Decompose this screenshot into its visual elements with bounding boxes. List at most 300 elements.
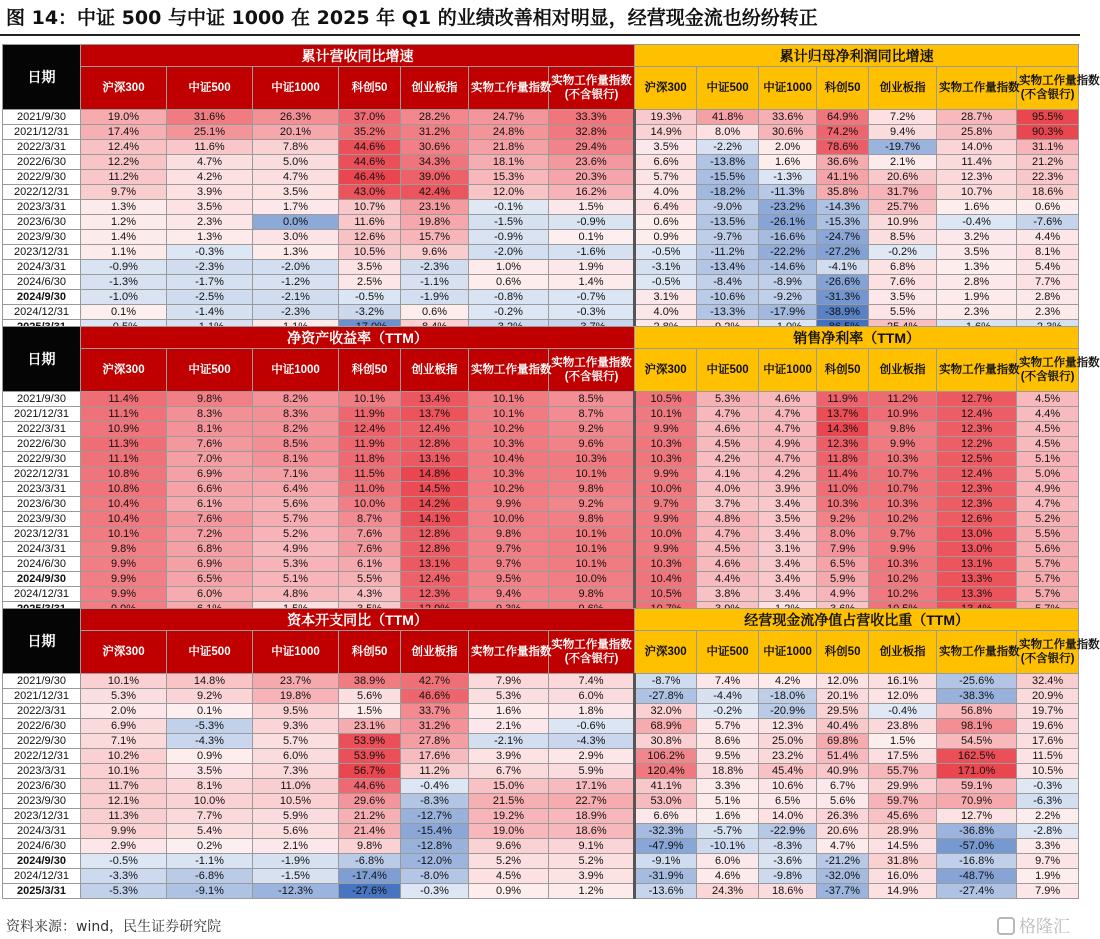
heatmap-cell: 8.5% — [869, 230, 937, 245]
heatmap-cell: 1.7% — [253, 200, 339, 215]
heatmap-cell: -0.3% — [549, 305, 635, 320]
column-header: 实物工作量指数 (不含银行) — [549, 67, 635, 110]
heatmap-cell: 28.2% — [401, 110, 469, 125]
heatmap-cell: 21.2% — [1017, 155, 1079, 170]
heatmap-cell: -27.8% — [635, 689, 697, 704]
heatmap-cell: -2.5% — [167, 290, 253, 305]
heatmap-cell: 1.4% — [81, 230, 167, 245]
heatmap-cell: 9.9% — [635, 542, 697, 557]
table-row — [3, 704, 1079, 719]
heatmap-cell: 28.7% — [937, 110, 1017, 125]
heatmap-cell: 5.7% — [1017, 587, 1079, 602]
heatmap-cell: 5.7% — [635, 170, 697, 185]
heatmap-cell: 162.5% — [937, 749, 1017, 764]
heatmap-cell: 12.2% — [81, 155, 167, 170]
heatmap-cell: 9.2% — [817, 512, 869, 527]
heatmap-cell: 0.9% — [167, 749, 253, 764]
heatmap-cell: 12.3% — [937, 497, 1017, 512]
heatmap-cell: 3.5% — [869, 290, 937, 305]
heatmap-cell: 3.4% — [759, 527, 817, 542]
heatmap-cell: 3.5% — [167, 764, 253, 779]
heatmap-cell: 6.4% — [635, 200, 697, 215]
column-header: 实物工作量指数 (不含银行) — [549, 349, 635, 392]
heatmap-cell: 9.9% — [81, 557, 167, 572]
heatmap-cell: 10.0% — [635, 482, 697, 497]
heatmap-cell: -8.3% — [401, 794, 469, 809]
heatmap-cell: 4.7% — [697, 527, 759, 542]
heatmap-cell: -16.6% — [759, 230, 817, 245]
heatmap-cell: 12.0% — [469, 185, 549, 200]
row-date: 2022/9/30 — [3, 734, 81, 749]
heatmap-cell: -5.3% — [81, 884, 167, 899]
heatmap-cell: 9.8% — [339, 839, 401, 854]
watermark-logo-icon — [997, 917, 1015, 935]
heatmap-cell: 6.0% — [167, 587, 253, 602]
heatmap-cell: 3.9% — [549, 869, 635, 884]
heatmap-cell: -2.2% — [697, 140, 759, 155]
panel-header-row — [3, 609, 1079, 631]
heatmap-cell: -1.5% — [469, 215, 549, 230]
column-header-row — [3, 349, 1079, 392]
heatmap-cell: 7.9% — [817, 542, 869, 557]
heatmap-cell: 8.5% — [549, 392, 635, 407]
heatmap-cell: -31.3% — [817, 290, 869, 305]
heatmap-cell: 10.1% — [549, 557, 635, 572]
heatmap-cell: 12.5% — [937, 452, 1017, 467]
heatmap-cell: 13.0% — [937, 542, 1017, 557]
heatmap-cell: 10.1% — [469, 392, 549, 407]
table-row — [3, 527, 1079, 542]
heatmap-cell: 6.9% — [81, 719, 167, 734]
heatmap-cell: 3.3% — [1017, 839, 1079, 854]
row-date: 2024/6/30 — [3, 275, 81, 290]
heatmap-cell: -36.8% — [937, 824, 1017, 839]
heatmap-cell: 2.9% — [81, 839, 167, 854]
heatmap-cell: 1.6% — [937, 200, 1017, 215]
heatmap-cell: 9.6% — [549, 437, 635, 452]
heatmap-cell: 8.1% — [1017, 245, 1079, 260]
heatmap-cell: 12.0% — [817, 674, 869, 689]
heatmap-cell: 4.7% — [167, 155, 253, 170]
heatmap-cell: 35.8% — [817, 185, 869, 200]
heatmap-cell: -2.3% — [253, 305, 339, 320]
heatmap-cell: 0.9% — [469, 884, 549, 899]
heatmap-cell: -48.7% — [937, 869, 1017, 884]
heatmap-cell: 4.7% — [817, 839, 869, 854]
heatmap-cell: 18.6% — [1017, 185, 1079, 200]
column-header: 科创50 — [817, 631, 869, 674]
heatmap-cell: 7.1% — [81, 734, 167, 749]
heatmap-cell: 13.3% — [937, 572, 1017, 587]
heatmap-cell: 31.2% — [401, 125, 469, 140]
table-block-3 — [2, 608, 1100, 899]
heatmap-cell: 8.1% — [167, 422, 253, 437]
heatmap-cell: -26.1% — [759, 215, 817, 230]
table-row — [3, 185, 1079, 200]
heatmap-cell: 39.0% — [401, 170, 469, 185]
table-row — [3, 719, 1079, 734]
heatmap-cell: 16.0% — [869, 869, 937, 884]
heatmap-cell: -22.2% — [759, 245, 817, 260]
heatmap-cell: 8.0% — [697, 125, 759, 140]
heatmap-cell: -15.5% — [697, 170, 759, 185]
heatmap-cell: 10.5% — [253, 794, 339, 809]
heatmap-cell: -20.9% — [759, 704, 817, 719]
heatmap-cell: 0.1% — [81, 305, 167, 320]
heatmap-cell: -26.6% — [817, 275, 869, 290]
heatmap-cell: 4.5% — [1017, 437, 1079, 452]
heatmap-cell: 69.8% — [817, 734, 869, 749]
heatmap-cell: 42.4% — [401, 185, 469, 200]
heatmap-cell: -1.9% — [253, 854, 339, 869]
row-date: 2024/12/31 — [3, 869, 81, 884]
table-row — [3, 734, 1079, 749]
heatmap-cell: 1.6% — [697, 809, 759, 824]
table-block-2 — [2, 326, 1100, 617]
heatmap-cell: 2.0% — [81, 704, 167, 719]
heatmap-cell: 3.5% — [253, 185, 339, 200]
heatmap-cell: 11.3% — [81, 809, 167, 824]
heatmap-cell: 13.1% — [937, 557, 1017, 572]
table-row — [3, 824, 1079, 839]
heatmap-cell: 2.8% — [1017, 290, 1079, 305]
row-date: 2024/6/30 — [3, 839, 81, 854]
heatmap-cell: -8.7% — [635, 674, 697, 689]
column-header: 中证1000 — [759, 631, 817, 674]
heatmap-cell: 10.1% — [549, 467, 635, 482]
heatmap-cell: -14.3% — [817, 200, 869, 215]
heatmap-cell: 9.2% — [167, 689, 253, 704]
heatmap-cell: 8.2% — [253, 392, 339, 407]
heatmap-cell: 6.9% — [167, 467, 253, 482]
heatmap-cell: 41.8% — [697, 110, 759, 125]
heatmap-cell: -11.3% — [759, 185, 817, 200]
heatmap-cell: -38.3% — [937, 689, 1017, 704]
heatmap-cell: 1.3% — [253, 245, 339, 260]
heatmap-cell: -12.7% — [401, 809, 469, 824]
heatmap-cell: 45.6% — [869, 809, 937, 824]
heatmap-cell: 7.6% — [167, 512, 253, 527]
heatmap-cell: 5.6% — [1017, 542, 1079, 557]
row-date: 2023/6/30 — [3, 497, 81, 512]
row-date: 2021/9/30 — [3, 674, 81, 689]
column-header: 科创50 — [817, 349, 869, 392]
heatmap-cell: 1.6% — [759, 155, 817, 170]
heatmap-cell: 6.0% — [253, 749, 339, 764]
heatmap-cell: -5.7% — [697, 824, 759, 839]
heatmap-cell: 64.9% — [817, 110, 869, 125]
heatmap-cell: 3.9% — [759, 482, 817, 497]
heatmap-cell: 10.5% — [635, 587, 697, 602]
heatmap-cell: 2.0% — [759, 140, 817, 155]
column-header: 创业板指 — [401, 67, 469, 110]
heatmap-cell: 10.1% — [549, 527, 635, 542]
heatmap-cell: 9.9% — [635, 512, 697, 527]
row-date: 2022/12/31 — [3, 749, 81, 764]
watermark — [997, 912, 1070, 937]
heatmap-cell: 33.3% — [549, 110, 635, 125]
row-date: 2024/12/31 — [3, 305, 81, 320]
heatmap-cell: 9.7% — [469, 557, 549, 572]
heatmap-cell: 13.7% — [401, 407, 469, 422]
table-row — [3, 170, 1079, 185]
heatmap-cell: 10.3% — [635, 452, 697, 467]
heatmap-cell: 24.7% — [469, 110, 549, 125]
heatmap-cell: 5.7% — [253, 512, 339, 527]
heatmap-cell: 4.2% — [697, 452, 759, 467]
heatmap-cell: 1.5% — [339, 704, 401, 719]
heatmap-cell: 31.8% — [869, 854, 937, 869]
heatmap-cell: -27.2% — [817, 245, 869, 260]
heatmap-cell: -57.0% — [937, 839, 1017, 854]
heatmap-cell: 19.8% — [401, 215, 469, 230]
heatmap-cell: 4.6% — [697, 557, 759, 572]
heatmap-cell: 4.7% — [1017, 497, 1079, 512]
table-row — [3, 749, 1079, 764]
heatmap-cell: 3.3% — [697, 779, 759, 794]
heatmap-cell: 15.0% — [469, 779, 549, 794]
heatmap-cell: 7.4% — [697, 674, 759, 689]
table-row — [3, 275, 1079, 290]
heatmap-cell: 7.6% — [167, 437, 253, 452]
heatmap-cell: 10.9% — [869, 407, 937, 422]
heatmap-cell: 9.9% — [469, 497, 549, 512]
heatmap-cell: 1.2% — [549, 884, 635, 899]
heatmap-cell: 11.9% — [339, 407, 401, 422]
heatmap-cell: 4.4% — [1017, 230, 1079, 245]
heatmap-cell: 12.4% — [937, 467, 1017, 482]
heatmap-cell: 2.1% — [869, 155, 937, 170]
heatmap-cell: -4.3% — [549, 734, 635, 749]
heatmap-cell: 9.5% — [469, 572, 549, 587]
heatmap-cell: 1.0% — [469, 260, 549, 275]
column-header: 中证1000 — [253, 349, 339, 392]
heatmap-cell: 3.5% — [167, 200, 253, 215]
table-row — [3, 422, 1079, 437]
heatmap-cell: -1.2% — [253, 275, 339, 290]
heatmap-cell: 14.9% — [635, 125, 697, 140]
heatmap-cell: 19.0% — [81, 110, 167, 125]
heatmap-cell: 10.4% — [469, 452, 549, 467]
heatmap-cell: 12.3% — [937, 422, 1017, 437]
heatmap-cell: 43.0% — [339, 185, 401, 200]
heatmap-cell: -21.2% — [817, 854, 869, 869]
heatmap-cell: 4.6% — [697, 869, 759, 884]
heatmap-cell: 18.6% — [759, 884, 817, 899]
heatmap-cell: 7.6% — [339, 542, 401, 557]
column-header: 实物工作量指数 — [937, 349, 1017, 392]
heatmap-cell: 51.4% — [817, 749, 869, 764]
heatmap-cell: 1.9% — [937, 290, 1017, 305]
heatmap-cell: 9.4% — [469, 587, 549, 602]
heatmap-cell: -1.3% — [759, 170, 817, 185]
heatmap-cell: -1.7% — [167, 275, 253, 290]
heatmap-cell: 19.3% — [635, 110, 697, 125]
heatmap-cell: 19.7% — [1017, 704, 1079, 719]
heatmap-cell: 7.1% — [253, 467, 339, 482]
heatmap-cell: -15.3% — [817, 215, 869, 230]
heatmap-cell: 12.6% — [339, 230, 401, 245]
heatmap-cell: -18.0% — [759, 689, 817, 704]
heatmap-cell: -13.6% — [635, 884, 697, 899]
heatmap-cell: -0.4% — [937, 215, 1017, 230]
heatmap-cell: -27.6% — [339, 884, 401, 899]
table-row — [3, 140, 1079, 155]
date-column-header: 日期 — [3, 609, 81, 674]
heatmap-cell: 12.7% — [937, 809, 1017, 824]
heatmap-cell: 9.9% — [635, 467, 697, 482]
heatmap-cell: -6.8% — [167, 869, 253, 884]
heatmap-cell: 45.4% — [759, 764, 817, 779]
heatmap-cell: -32.3% — [635, 824, 697, 839]
heatmap-cell: 9.7% — [869, 527, 937, 542]
heatmap-cell: 10.1% — [469, 407, 549, 422]
table-row — [3, 125, 1079, 140]
heatmap-cell: 32.0% — [635, 704, 697, 719]
heatmap-cell: -1.5% — [253, 869, 339, 884]
heatmap-cell: 14.5% — [401, 482, 469, 497]
row-date: 2022/9/30 — [3, 170, 81, 185]
heatmap-cell: 5.5% — [869, 305, 937, 320]
heatmap-cell: -24.7% — [817, 230, 869, 245]
heatmap-cell: 98.1% — [937, 719, 1017, 734]
table-row — [3, 674, 1079, 689]
heatmap-cell: -14.6% — [759, 260, 817, 275]
row-date: 2022/6/30 — [3, 155, 81, 170]
heatmap-cell: 11.4% — [817, 467, 869, 482]
heatmap-cell: 10.5% — [339, 245, 401, 260]
heatmap-cell: 4.0% — [697, 482, 759, 497]
heatmap-cell: 25.8% — [937, 125, 1017, 140]
heatmap-cell: 4.3% — [339, 587, 401, 602]
heatmap-cell: 25.7% — [869, 200, 937, 215]
heatmap-cell: 5.7% — [697, 719, 759, 734]
row-date: 2023/3/31 — [3, 764, 81, 779]
heatmap-cell: 171.0% — [937, 764, 1017, 779]
heatmap-cell: -1.9% — [401, 290, 469, 305]
heatmap-cell: 4.0% — [635, 185, 697, 200]
heatmap-cell: 70.9% — [937, 794, 1017, 809]
heatmap-cell: 46.6% — [401, 689, 469, 704]
heatmap-cell: -18.2% — [697, 185, 759, 200]
heatmap-cell: 5.7% — [1017, 572, 1079, 587]
heatmap-cell: 10.2% — [469, 482, 549, 497]
heatmap-cell: 4.6% — [759, 392, 817, 407]
heatmap-cell: 10.8% — [81, 482, 167, 497]
table-row — [3, 407, 1079, 422]
source-note: 资料来源：wind，民生证券研究院 — [6, 919, 222, 935]
column-header: 实物工作量指数 — [469, 631, 549, 674]
heatmap-cell: 4.2% — [167, 170, 253, 185]
heatmap-cell: -0.2% — [469, 305, 549, 320]
heatmap-cell: 6.6% — [167, 482, 253, 497]
panel-header-row — [3, 327, 1079, 349]
heatmap-cell: 14.3% — [817, 422, 869, 437]
heatmap-cell: -1.1% — [401, 275, 469, 290]
heatmap-cell: -4.4% — [697, 689, 759, 704]
heatmap-cell: 5.5% — [1017, 527, 1079, 542]
heatmap-cell: 21.2% — [339, 809, 401, 824]
heatmap-cell: 31.2% — [401, 719, 469, 734]
heatmap-cell: -1.1% — [167, 854, 253, 869]
heatmap-cell: -2.1% — [469, 734, 549, 749]
heatmap-cell: 11.9% — [817, 392, 869, 407]
heatmap-cell: 1.5% — [549, 200, 635, 215]
row-date: 2024/9/30 — [3, 572, 81, 587]
heatmap-cell: 26.3% — [817, 809, 869, 824]
heatmap-cell: 9.6% — [469, 839, 549, 854]
heatmap-cell: -3.6% — [759, 854, 817, 869]
heatmap-cell: 5.3% — [253, 557, 339, 572]
heatmap-cell: 9.8% — [469, 527, 549, 542]
heatmap-cell: 9.8% — [549, 482, 635, 497]
column-header: 沪深300 — [81, 631, 167, 674]
heatmap-cell: 2.3% — [937, 305, 1017, 320]
heatmap-cell: 10.1% — [81, 527, 167, 542]
table-row — [3, 884, 1079, 899]
heatmap-cell: 4.8% — [697, 512, 759, 527]
heatmap-cell: 8.7% — [339, 512, 401, 527]
heatmap-cell: 5.6% — [339, 689, 401, 704]
heatmap-cell: 12.6% — [937, 512, 1017, 527]
watermark-text: 格隆汇 — [1019, 917, 1070, 937]
heatmap-cell: 6.8% — [869, 260, 937, 275]
heatmap-cell: 4.8% — [253, 587, 339, 602]
heatmap-cell: -8.3% — [759, 839, 817, 854]
heatmap-cell: 5.1% — [253, 572, 339, 587]
date-column-header: 日期 — [3, 327, 81, 392]
heatmap-cell: 29.6% — [339, 794, 401, 809]
heatmap-cell: 8.5% — [253, 437, 339, 452]
heatmap-cell: 23.1% — [401, 200, 469, 215]
table-row — [3, 497, 1079, 512]
row-date: 2024/12/31 — [3, 587, 81, 602]
column-header: 中证500 — [167, 349, 253, 392]
heatmap-cell: 42.7% — [401, 674, 469, 689]
column-header: 中证500 — [697, 67, 759, 110]
row-date: 2025/3/31 — [3, 884, 81, 899]
heatmap-cell: 9.7% — [635, 497, 697, 512]
column-header: 中证500 — [167, 67, 253, 110]
heatmap-cell: 11.4% — [81, 392, 167, 407]
heatmap-cell: 10.1% — [339, 392, 401, 407]
heatmap-cell: 5.2% — [469, 854, 549, 869]
heatmap-cell: 15.7% — [401, 230, 469, 245]
heatmap-cell: -27.4% — [937, 884, 1017, 899]
column-header: 沪深300 — [81, 349, 167, 392]
heatmap-cell: 23.7% — [253, 674, 339, 689]
heatmap-cell: 9.9% — [81, 572, 167, 587]
heatmap-cell: 0.6% — [635, 215, 697, 230]
heatmap-cell: 7.0% — [167, 452, 253, 467]
heatmap-cell: 3.1% — [635, 290, 697, 305]
heatmap-cell: 9.8% — [81, 542, 167, 557]
heatmap-cell: 8.6% — [697, 734, 759, 749]
heatmap-cell: 74.2% — [817, 125, 869, 140]
table-row — [3, 482, 1079, 497]
heatmap-cell: 18.9% — [549, 809, 635, 824]
column-header: 中证500 — [167, 631, 253, 674]
heatmap-cell: 10.0% — [549, 572, 635, 587]
heatmap-cell: 1.8% — [549, 704, 635, 719]
heatmap-cell: 7.9% — [469, 674, 549, 689]
heatmap-cell: 10.7% — [869, 467, 937, 482]
heatmap-cell: 5.6% — [253, 824, 339, 839]
heatmap-cell: -12.8% — [401, 839, 469, 854]
heatmap-cell: 4.2% — [759, 467, 817, 482]
heatmap-cell: 17.1% — [549, 779, 635, 794]
heatmap-cell: 4.9% — [1017, 482, 1079, 497]
